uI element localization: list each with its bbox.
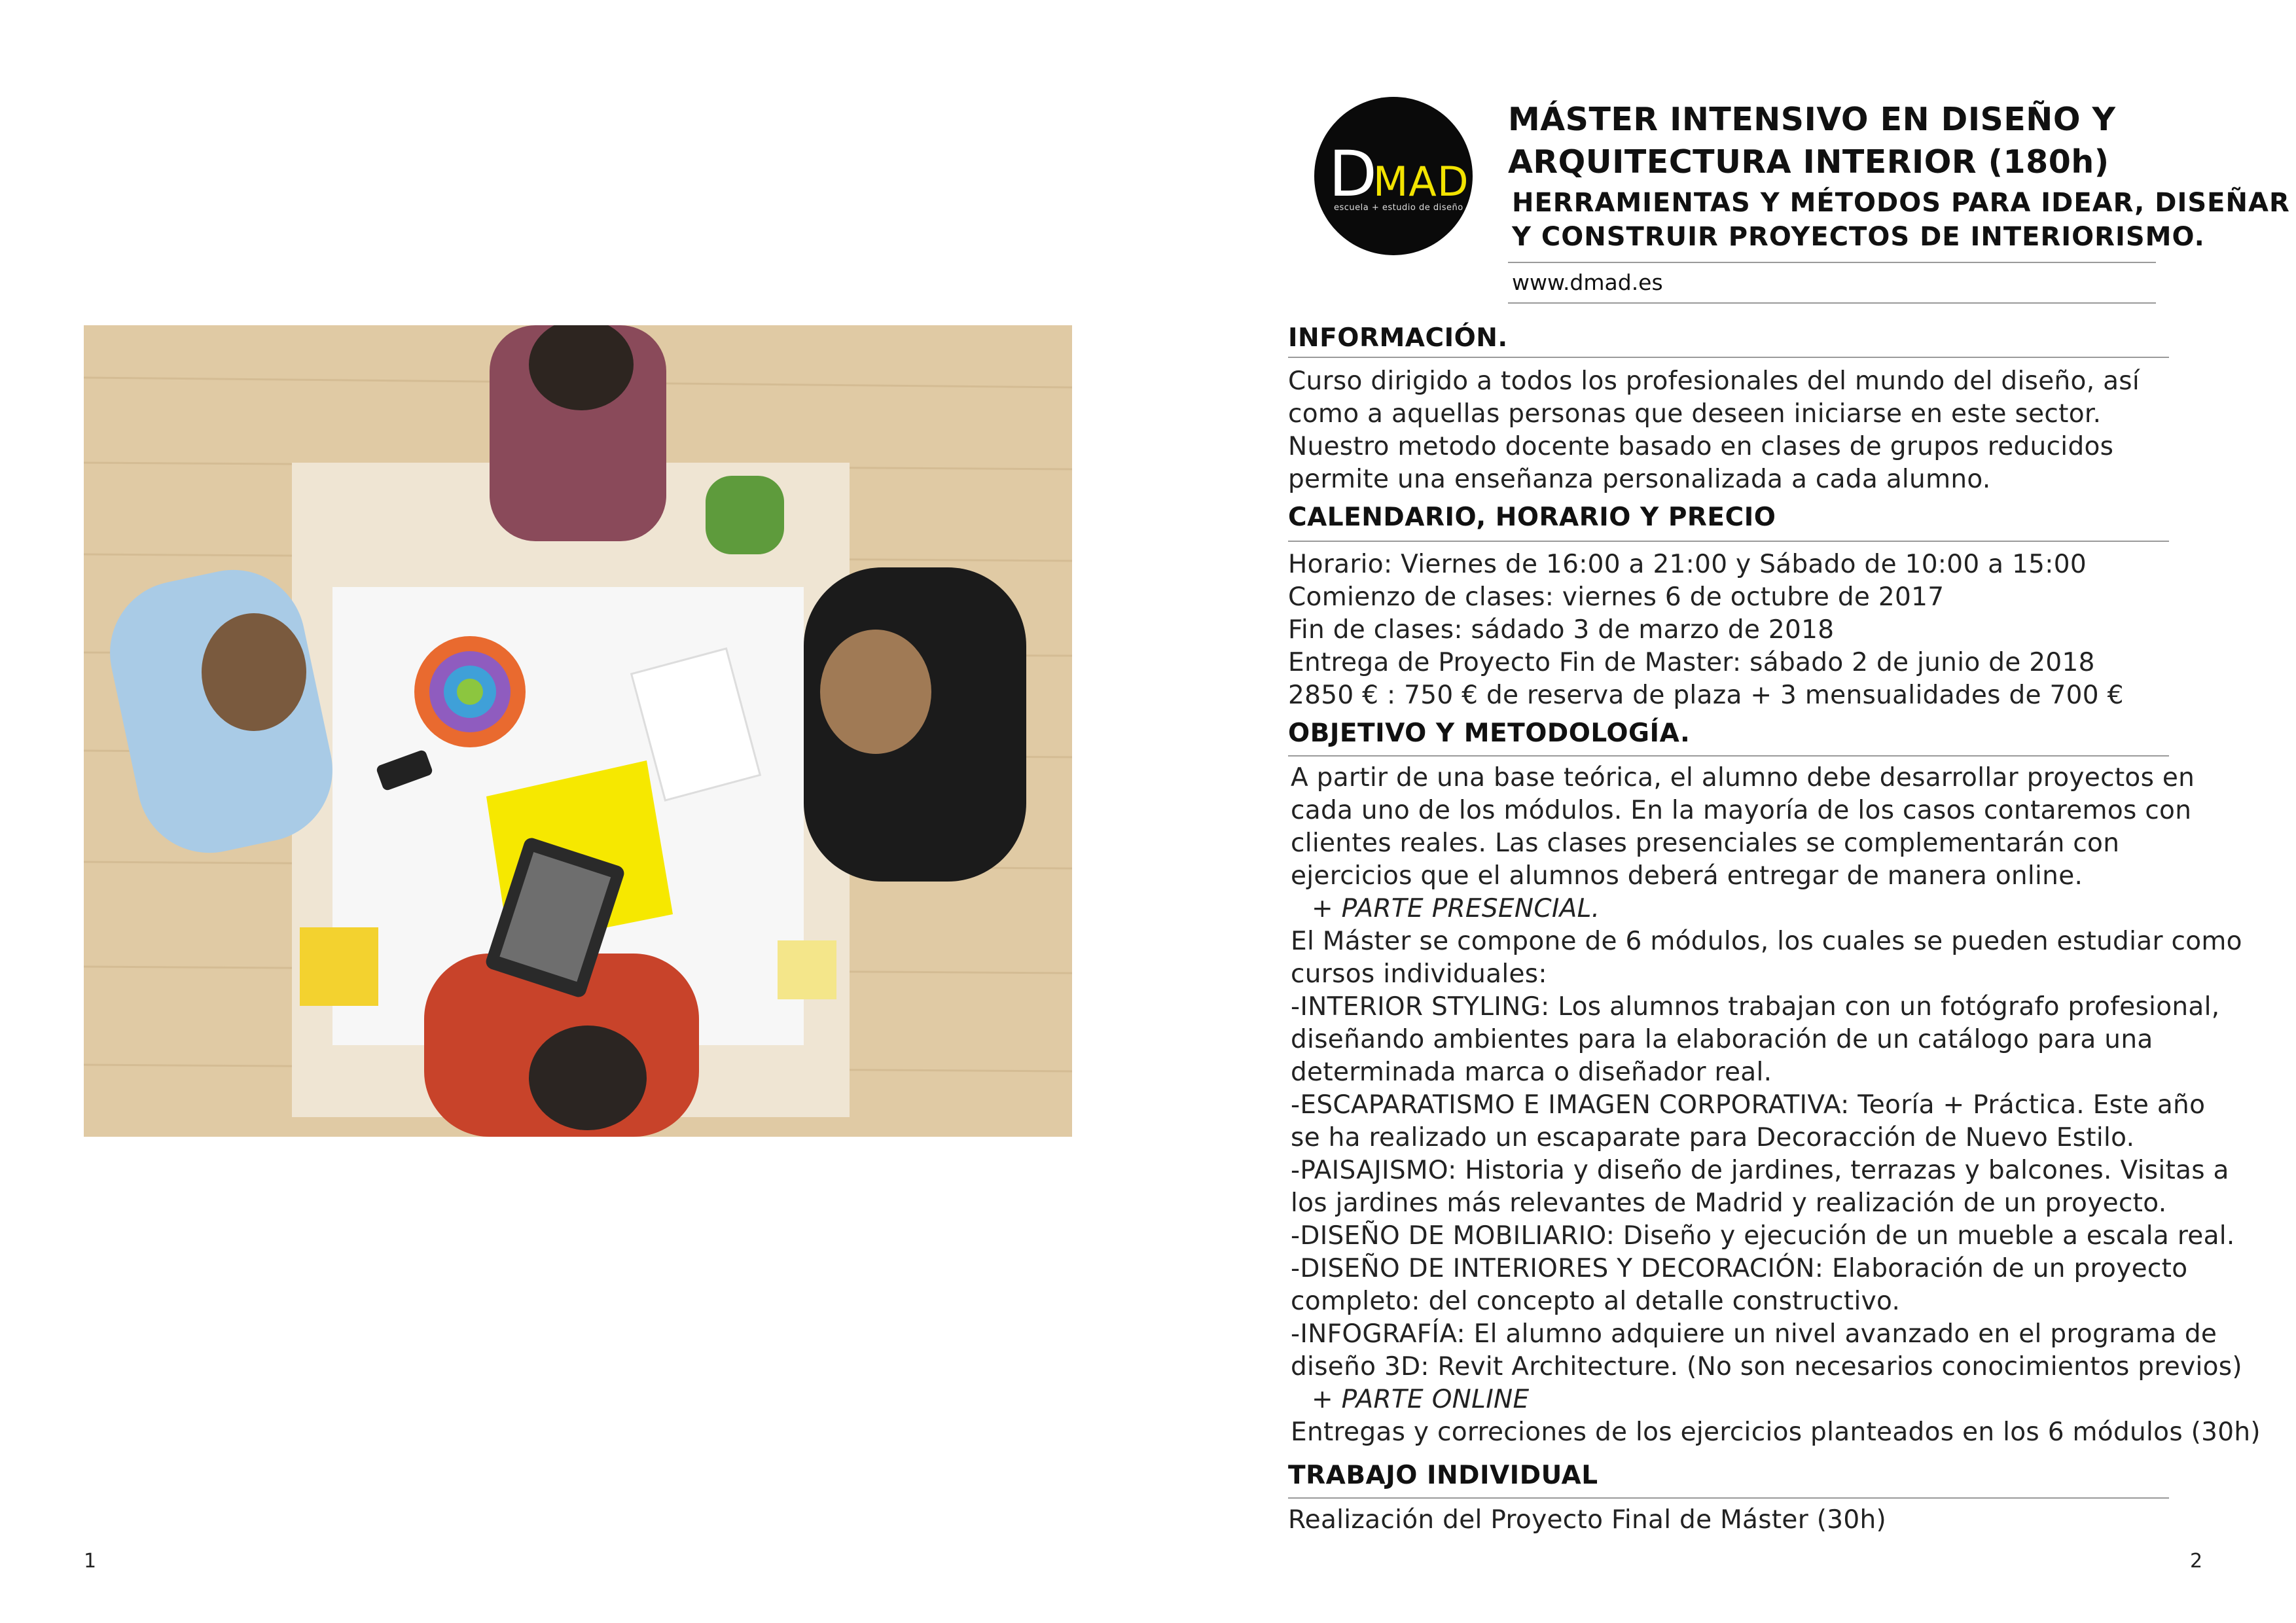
title-line: ARQUITECTURA INTERIOR (180h) [1508,143,2109,181]
body-line: -ESCAPARATISMO E IMAGEN CORPORATIVA: Teoría + Práctica. Este año [1291,1090,2206,1120]
logo-mad: MAD [1372,158,1469,205]
logo-d: D [1329,137,1376,211]
body-line: El Máster se compone de 6 módulos, los cuales se pueden estudiar como [1291,927,2242,956]
body-line: cursos individuales: [1291,959,1547,989]
body-line: -PAISAJISMO: Historia y diseño de jardines, terrazas y balcones. Visitas a [1291,1156,2229,1185]
body-line: Horario: Viernes de 16:00 a 21:00 y Sábado de 10:00 a 15:00 [1288,550,2087,579]
body-line: -DISEÑO DE INTERIORES Y DECORACIÓN: Elaboración de un proyecto [1291,1254,2188,1283]
section-body-objetivo [1291,762,2261,1449]
website-divider [1508,302,2156,304]
body-line: determinada marca o diseñador real. [1291,1058,1772,1087]
body-line: clientes reales. Las clases presenciales se complementarán con [1291,829,2120,858]
body-line: -DISEÑO DE MOBILIARIO: Diseño y ejecución de un mueble a escala real. [1291,1221,2235,1251]
subheading-online: + PARTE ONLINE [1312,1385,1530,1414]
body-line: se ha realizado un escaparate para Decoracción de Nuevo Estilo. [1291,1123,2135,1152]
body-line: -INTERIOR STYLING: Los alumnos trabajan con un fotógrafo profesional, [1291,992,2220,1022]
body-line: 2850 € : 750 € de reserva de plaza + 3 mensualidades de 700 € [1288,681,2124,710]
section-heading-informacion: INFORMACIÓN. [1288,323,1508,353]
title-line: MÁSTER INTENSIVO EN DISEÑO Y [1508,101,2116,138]
body-line: Fin de clases: sádado 3 de marzo de 2018 [1288,615,1835,645]
subheading-presencial: + PARTE PRESENCIAL. [1312,894,1600,923]
section-heading-objetivo: OBJETIVO Y METODOLOGÍA. [1288,719,1691,748]
section-body-informacion [1288,365,2140,496]
section-heading-calendario: CALENDARIO, HORARIO Y PRECIO [1288,503,1776,532]
body-line: cada uno de los módulos. En la mayoría de los casos contaremos con [1291,796,2192,825]
logo-wordmark [1329,137,1469,211]
document-subtitle [1512,186,2290,254]
body-line: Entrega de Proyecto Fin de Master: sábado 2 de junio de 2018 [1288,648,2095,677]
body-line: Realización del Proyecto Final de Máster (30h) [1288,1505,1887,1535]
body-line: como a aquellas personas que deseen iniciarse en este sector. [1288,399,2102,429]
section-heading-trabajo: TRABAJO INDIVIDUAL [1288,1461,1598,1490]
subtitle-line: Y CONSTRUIR PROYECTOS DE INTERIORISMO. [1512,222,2205,252]
body-line: -INFOGRAFÍA: El alumno adquiere un nivel avanzado en el programa de [1291,1319,2217,1349]
logo-tagline: escuela + estudio de diseño [1334,203,1463,213]
body-line: completo: del concepto al detalle constructivo. [1291,1287,1901,1316]
subtitle-line: HERRAMIENTAS Y MÉTODOS PARA IDEAR, DISEÑAR [1512,188,2290,218]
body-line: diseño 3D: Revit Architecture. (No son necesarios conocimientos previos) [1291,1352,2242,1382]
body-line: A partir de una base teórica, el alumno debe desarrollar proyectos en [1291,763,2195,793]
body-line: Comienzo de clases: viernes 6 de octubre de 2017 [1288,582,1945,612]
body-line: permite una enseñanza personalizada a cada alumno. [1288,465,1991,494]
section-divider [1288,1497,2169,1499]
body-line: Nuestro metodo docente basado en clases de grupos reducidos [1288,432,2114,461]
hero-photo [84,325,1072,1137]
section-body-trabajo [1288,1504,1886,1537]
body-line: Entregas y correciones de los ejercicios planteados en los 6 módulos (30h) [1291,1418,2261,1447]
section-body-calendario [1288,548,2124,712]
dmad-logo [1314,97,1473,255]
body-line: los jardines más relevantes de Madrid y realización de un proyecto. [1291,1188,2167,1218]
document-title [1508,98,2116,183]
header-divider [1508,262,2156,263]
body-line: Curso dirigido a todos los profesionales del mundo del diseño, así [1288,366,2140,396]
page-number-left: 1 [84,1550,97,1573]
body-line: ejercicios que el alumnos deberá entregar de manera online. [1291,861,2083,891]
body-line: diseñando ambientes para la elaboración de un catálogo para una [1291,1025,2153,1054]
section-divider [1288,541,2169,542]
website-link[interactable]: www.dmad.es [1512,270,1663,295]
section-divider [1288,357,2169,358]
section-divider [1288,755,2169,757]
page-number-right: 2 [2190,1550,2203,1573]
